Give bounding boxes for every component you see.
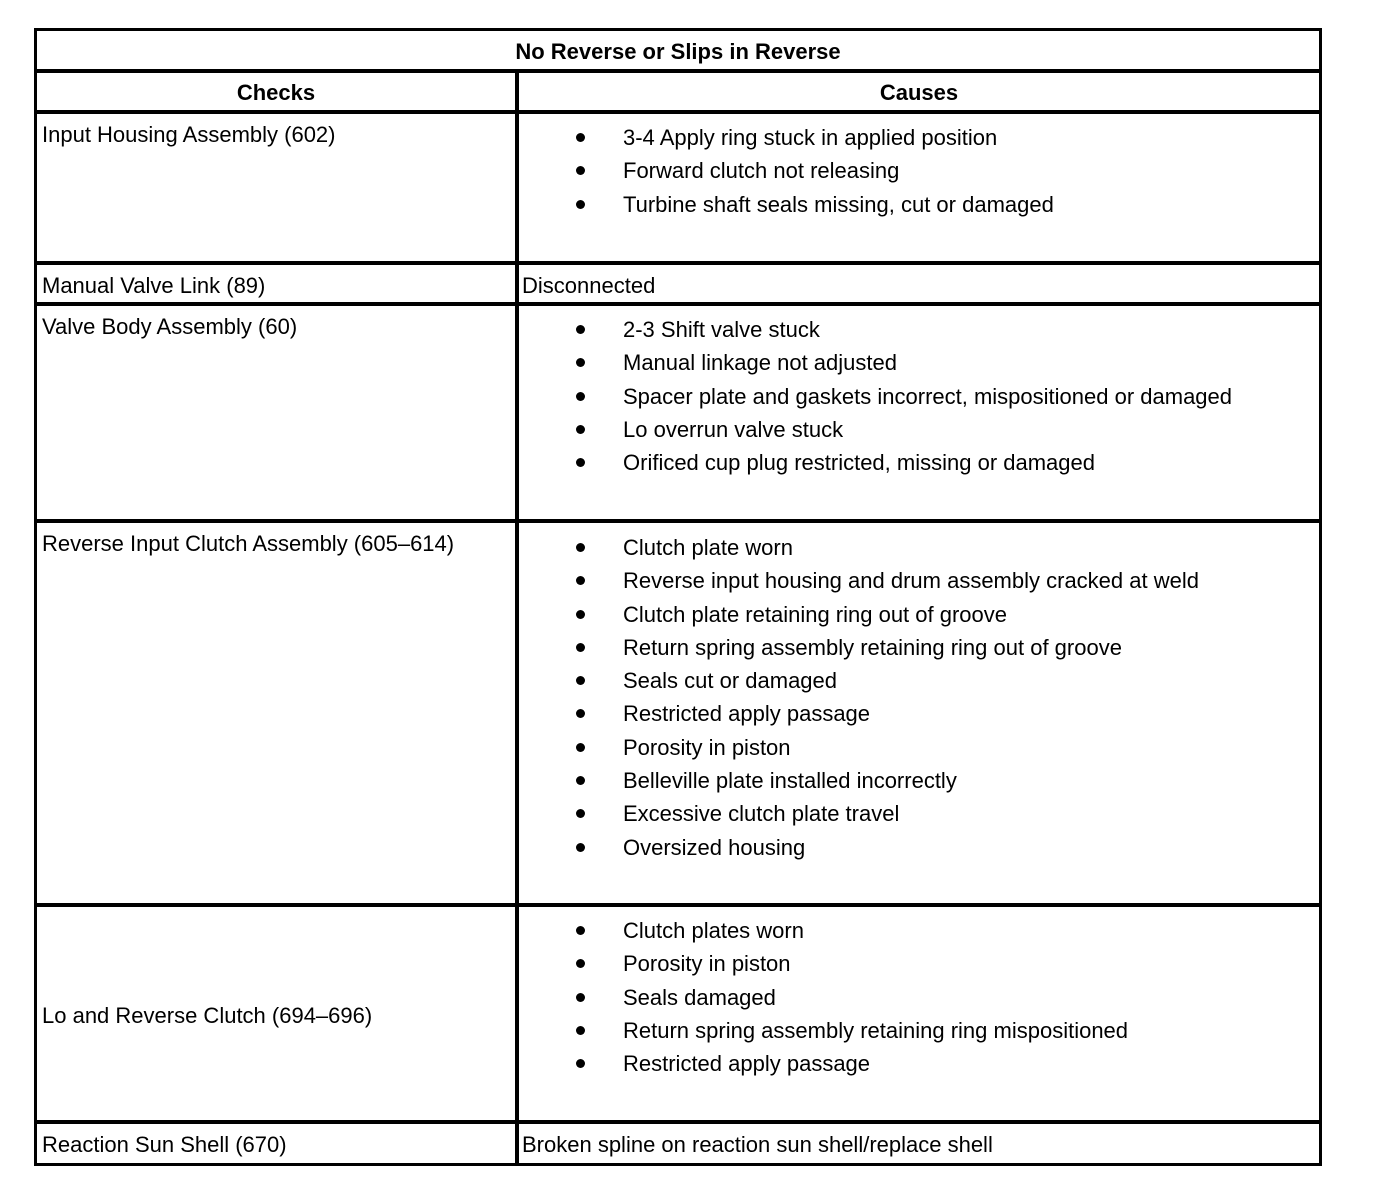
cause-item: Porosity in piston — [569, 731, 1199, 764]
cause-item: Restricted apply passage — [569, 697, 1199, 730]
bullet-icon — [576, 1026, 585, 1035]
cause-item: Lo overrun valve stuck — [569, 413, 1232, 446]
bullet-icon — [576, 1059, 585, 1068]
column-divider — [515, 69, 519, 1163]
row-divider — [37, 110, 1319, 114]
bullet-icon — [576, 809, 585, 818]
cause-text: Disconnected — [522, 273, 656, 298]
check-label: Lo and Reverse Clutch (694–696) — [42, 1003, 373, 1028]
bullet-icon — [576, 776, 585, 785]
header-causes: Causes — [879, 80, 959, 105]
bullet-icon — [576, 743, 585, 752]
bullet-icon — [576, 543, 585, 552]
diagnosis-table — [34, 28, 1322, 1166]
cause-item: Spacer plate and gaskets incorrect, mispositioned or damaged — [569, 380, 1232, 413]
bullet-icon — [576, 392, 585, 401]
bullet-icon — [576, 458, 585, 467]
bullet-icon — [576, 325, 585, 334]
row-divider — [37, 261, 1319, 265]
check-label: Valve Body Assembly (60) — [42, 314, 298, 339]
cause-item: Turbine shaft seals missing, cut or damaged — [569, 188, 1054, 221]
cause-item: Forward clutch not releasing — [569, 154, 1054, 187]
cause-item: Clutch plate worn — [569, 531, 1199, 564]
cause-list — [569, 914, 1128, 1080]
cause-item: Clutch plates worn — [569, 914, 1128, 947]
bullet-icon — [576, 709, 585, 718]
bullet-icon — [576, 425, 585, 434]
bullet-icon — [576, 358, 585, 367]
cause-item: Excessive clutch plate travel — [569, 797, 1199, 830]
bullet-icon — [576, 643, 585, 652]
bullet-icon — [576, 166, 585, 175]
bullet-icon — [576, 576, 585, 585]
cause-list — [569, 313, 1232, 479]
row-divider — [37, 519, 1319, 523]
check-label: Manual Valve Link (89) — [42, 273, 266, 298]
cause-item: Seals cut or damaged — [569, 664, 1199, 697]
row-divider — [37, 69, 1319, 73]
cause-item: Restricted apply passage — [569, 1047, 1128, 1080]
bullet-icon — [576, 133, 585, 142]
cause-item: Return spring assembly retaining ring mispositioned — [569, 1014, 1128, 1047]
cause-item: Porosity in piston — [569, 947, 1128, 980]
cause-list — [569, 121, 1054, 221]
check-label: Reaction Sun Shell (670) — [42, 1132, 287, 1157]
cause-item: Clutch plate retaining ring out of groove — [569, 598, 1199, 631]
cause-item: Orificed cup plug restricted, missing or damaged — [569, 446, 1232, 479]
bullet-icon — [576, 200, 585, 209]
table-title: No Reverse or Slips in Reverse — [515, 39, 841, 64]
cause-item: Manual linkage not adjusted — [569, 346, 1232, 379]
bullet-icon — [576, 676, 585, 685]
cause-text: Broken spline on reaction sun shell/replace shell — [522, 1132, 993, 1157]
row-divider — [37, 1120, 1319, 1124]
row-divider — [37, 903, 1319, 907]
bullet-icon — [576, 959, 585, 968]
bullet-icon — [576, 993, 585, 1002]
cause-list — [569, 531, 1199, 864]
bullet-icon — [576, 610, 585, 619]
cause-item: 3-4 Apply ring stuck in applied position — [569, 121, 1054, 154]
bullet-icon — [576, 926, 585, 935]
cause-item: Belleville plate installed incorrectly — [569, 764, 1199, 797]
cause-item: Oversized housing — [569, 831, 1199, 864]
cause-item: Return spring assembly retaining ring out of groove — [569, 631, 1199, 664]
row-divider — [37, 302, 1319, 306]
bullet-icon — [576, 843, 585, 852]
cause-item: 2-3 Shift valve stuck — [569, 313, 1232, 346]
check-label: Input Housing Assembly (602) — [42, 122, 336, 147]
header-checks: Checks — [236, 80, 316, 105]
cause-item: Seals damaged — [569, 981, 1128, 1014]
cause-item: Reverse input housing and drum assembly cracked at weld — [569, 564, 1199, 597]
check-label: Reverse Input Clutch Assembly (605–614) — [42, 531, 455, 556]
